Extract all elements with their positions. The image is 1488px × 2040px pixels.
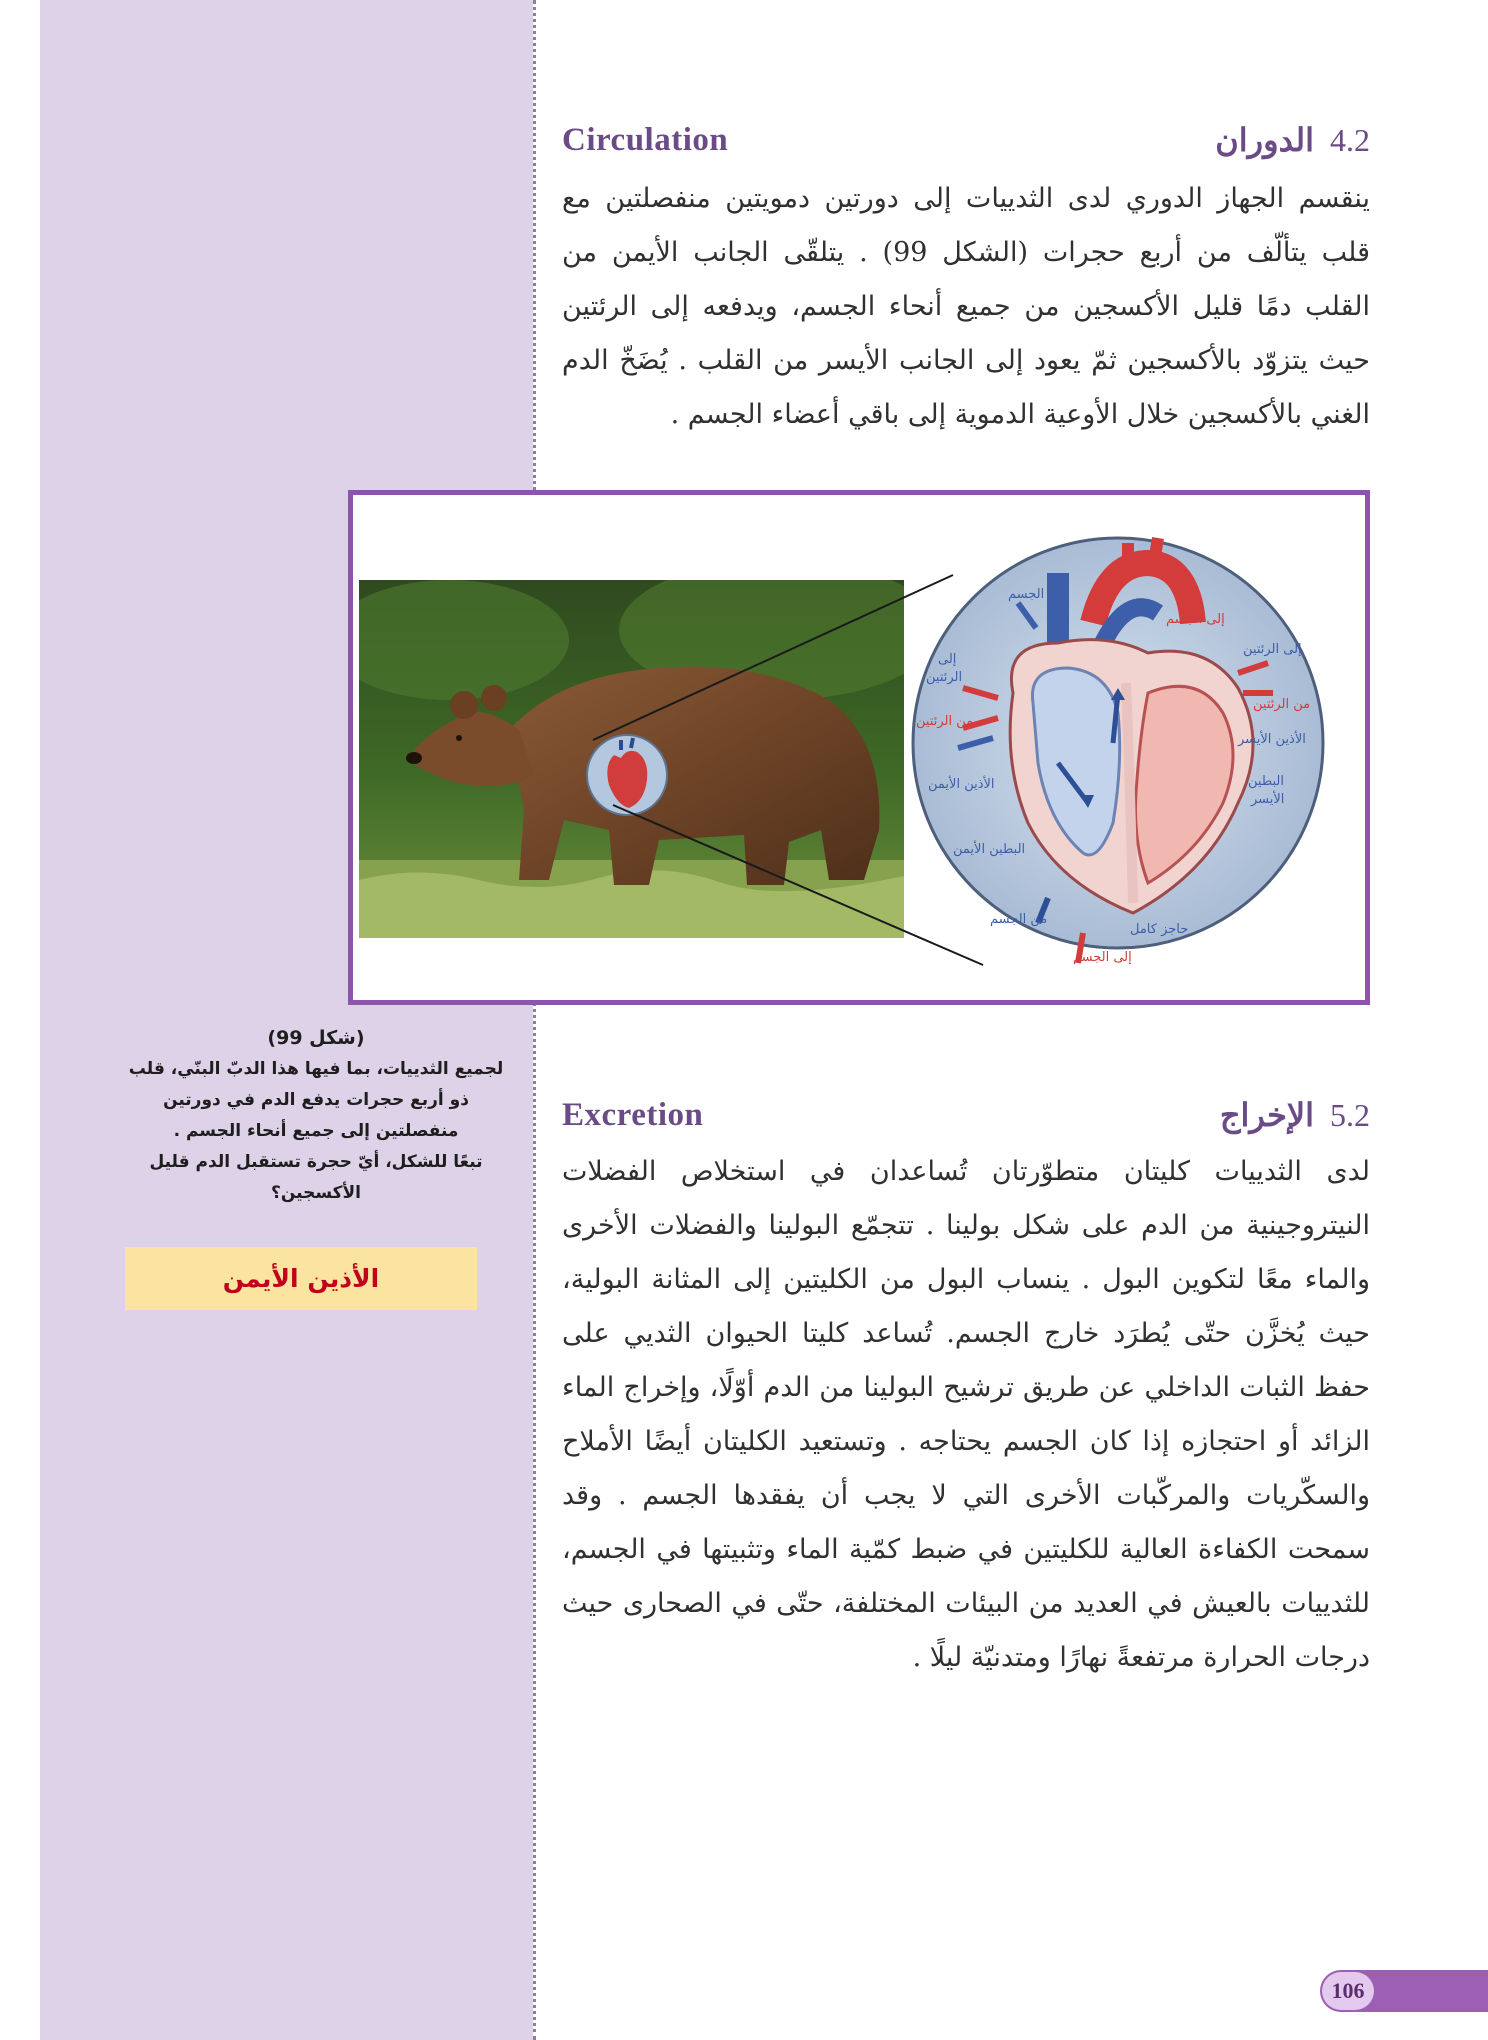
label-right-atrium: الأذين الأيمن: [928, 777, 995, 792]
label-left-ventricle-2: الأيسر: [1251, 792, 1285, 807]
excretion-title-ar-text: الإخراج: [1219, 1097, 1314, 1133]
circulation-heading: [562, 115, 1370, 165]
label-to-lungs-left-2: الرئتين: [926, 670, 963, 685]
sidebar-panel: [40, 0, 533, 2040]
label-from-lungs-left: من الرئتين: [916, 714, 974, 729]
heart-diagram: [908, 503, 1348, 1003]
excretion-body: لدى الثدييات كليتان متطوّرتان تُساعدان في استخلاص الفضلات النيتروجينية من الدم على شكل بولينا . تتجمّع البولينا والفضلات الأخرى والماء معًا لتكوين البول . ينساب البول من الكليتين إلى المثانة البولية، حيث يُخزَّن حتّى يُطرَد خارج الجسم. تُساعد كليتا الحيوان الثديي على حفظ الثبات الداخلي عن طريق ترشيح البولينا من الدم أوّلًا، وإخراج الماء الزائد أو احتجازه إذا كان الجسم يحتاجه . وتستعيد الكليتان أيضًا الأملاح والسكّريات والمركّبات الأخرى التي لا يجب أن يفقدها الجسم . وقد سمحت الكفاءة العالية للكليتين في ضبط كمّية الماء وتثبيتها في الجسم، للثدييات بالعيش في العديد من البيئات المختلفة، حتّى في الصحارى حيث درجات الحرارة مرتفعةً نهارًا ومتدنيّة ليلًا .: [562, 1156, 1370, 1673]
label-to-lungs-right: إلى الرئتين: [1243, 642, 1302, 657]
excretion-title-ar: [1220, 1096, 1370, 1134]
label-septum: حاجز كامل: [1130, 922, 1189, 937]
circulation-title-en: Circulation: [562, 121, 729, 158]
excretion-heading: [562, 1090, 1370, 1140]
label-from-lungs-right: من الرئتين: [1253, 697, 1311, 712]
circulation-title-ar-text: الدوران: [1215, 122, 1314, 158]
figure-99: [348, 490, 1370, 1005]
excretion-title-en: Excretion: [562, 1096, 704, 1133]
excretion-number: 5.2: [1330, 1097, 1370, 1133]
label-from-body-top: من الجسم: [1008, 587, 1066, 602]
caption-title: (شكل 99): [267, 1027, 365, 1049]
label-to-body-top: إلى الجسم: [1166, 612, 1225, 627]
label-from-body-bottom: من الجسم: [990, 912, 1048, 927]
answer-box: الأذين الأيمن: [125, 1247, 477, 1310]
label-to-lungs-left-1: إلى: [938, 652, 957, 667]
figure-caption: [120, 1023, 512, 1209]
label-right-ventricle: البطين الأيمن: [953, 842, 1026, 857]
caption-question: تبعًا للشكل، أيّ حجرة تستقبل الدم قليل الأكسجين؟: [149, 1152, 483, 1203]
label-to-body-bottom: إلى الجسم: [1073, 950, 1132, 965]
label-left-ventricle-1: البطين: [1248, 774, 1284, 789]
circulation-title-ar: [1215, 121, 1370, 159]
label-left-atrium: الأذين الأيسر: [1238, 732, 1306, 747]
circulation-body: ينقسم الجهاز الدوري لدى الثدييات إلى دورتين دمويتين منفصلتين مع قلب يتألّف من أربع حجرات (الشكل 99) . يتلقّى الجانب الأيمن من القلب دمًا قليل الأكسجين من جميع أنحاء الجسم، ويدفعه إلى الرئتين حيث يتزوّد بالأكسجين ثمّ يعود إلى الجانب الأيسر من القلب . يُضَخّ الدم الغني بالأكسجين خلال الأوعية الدموية إلى باقي أعضاء الجسم .: [562, 183, 1371, 430]
circulation-number: 4.2: [1330, 122, 1370, 158]
page-number: 106: [1322, 1972, 1374, 2010]
caption-text: لجميع الثدييات، بما فيها هذا الدبّ البنّي، قلب ذو أربع حجرات يدفع الدم في دورتين منفصلتين إلى جميع أنحاء الجسم .: [128, 1059, 504, 1141]
dotted-divider: [533, 0, 536, 2040]
